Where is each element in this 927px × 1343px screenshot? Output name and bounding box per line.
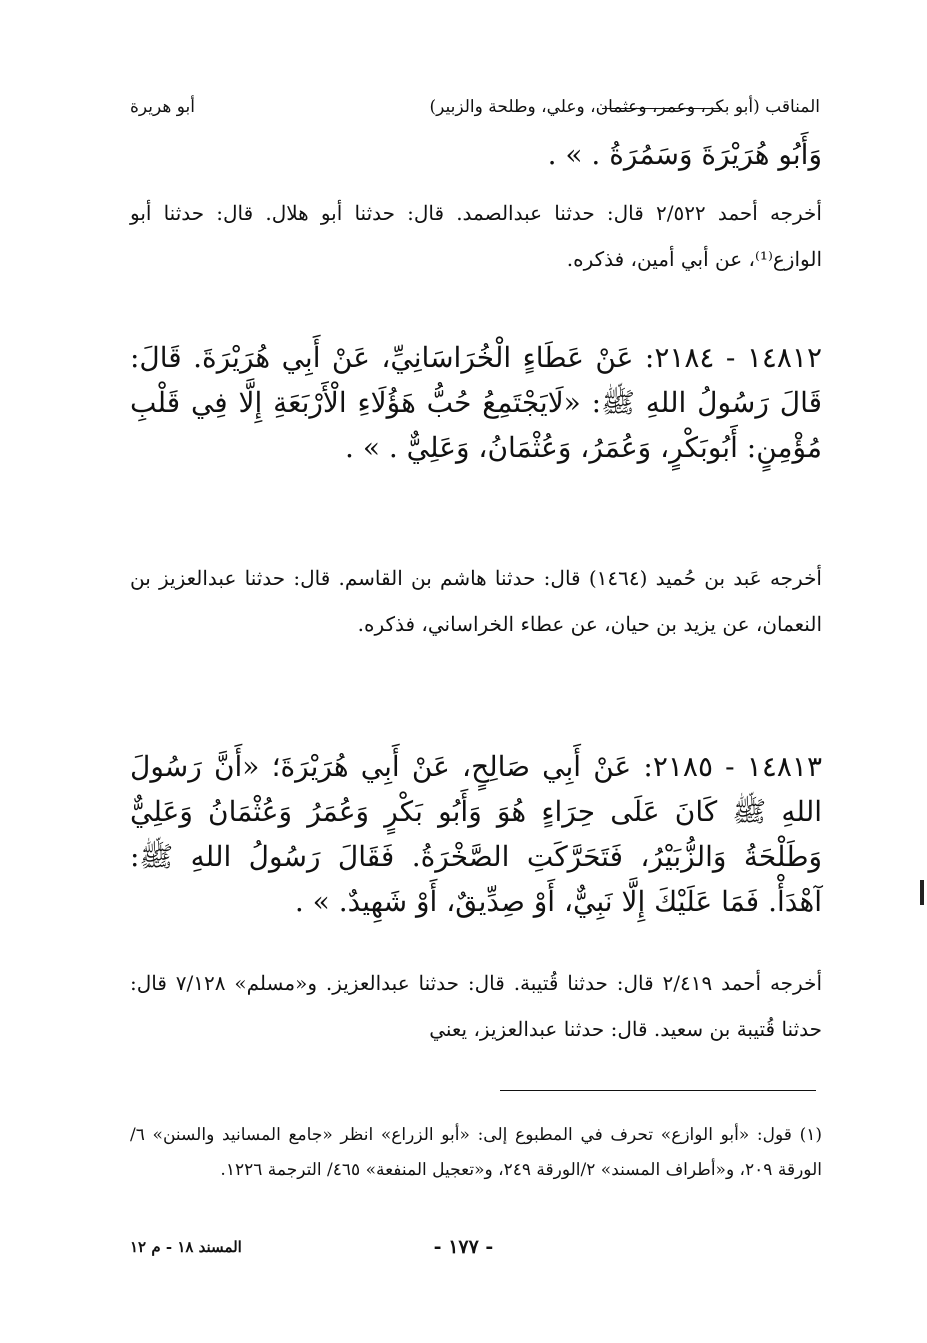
footnote-rule xyxy=(500,1090,816,1091)
topic-title: أبو هريرة xyxy=(130,97,196,117)
hadith-14813-text: ١٤٨١٣ - ٢١٨٥: عَنْ أَبِي صَالِحٍ، عَنْ أَبِي هُرَيْرَةَ؛ «أَنَّ رَسُولَ اللهِ ﷺ كَانَ عَلَى حِرَاءٍ هُوَ وَأَبُو بَكْرٍ وَعُمَرُ وَعُثْمَانُ وَعَلِيٌّ وَطَلْحَةُ وَالزُّبَيْرُ، فَتَحَرَّكَتِ الصَّخْرَةُ. فَقَالَ رَسُولُ اللهِ ﷺ: آهْدَأْ. فَمَا عَلَيْكَ إِلَّا نَبِيٌّ، أَوْ صِدِّيقٌ، أَوْ شَهِيدٌ. » . xyxy=(130,750,822,918)
running-header xyxy=(130,92,820,122)
footnote: (١) قول: «أبو الوازع» تحرف في المطبوع إلى: «أبو الزراع» انظر «جامع المسانيد والسنن» ٦/الورقة ٢٠٩، و«أطراف المسند» ٢/الورقة ٢٤٩، و«تعجيل المنفعة» ٤٦٥/ الترجمة ١٢٢٦. xyxy=(130,1125,822,1180)
scan-mark xyxy=(920,880,924,905)
section-title: المناقب (أبو بكر، وعمر، وعثمان، وعلي، وطلحة والزبير) xyxy=(429,97,820,117)
carryover-text: وَأَبُو هُرَيْرَةَ وَسَمُرَةُ . » . xyxy=(547,138,822,171)
printer-signature: المسند ١٨ - م ١٢ xyxy=(130,1238,242,1256)
carryover-source: أخرجه أحمد ٢/٥٢٢ قال: حدثنا عبدالصمد. قال: حدثنا أبو هلال. قال: حدثنا أبو الوازع⁽¹⁾، عن أبي أمين، فذكره. xyxy=(130,201,822,271)
hadith-14812-source: أخرجه عَبد بن حُميد (١٤٦٤) قال: حدثنا هاشم بن القاسم. قال: حدثنا عبدالعزيز بن النعمان، عن يزيد بن حيان، عن عطاء الخراساني، فذكره. xyxy=(130,566,822,636)
page-number: - ١٧٧ - xyxy=(433,1236,494,1258)
header-rule xyxy=(602,108,722,109)
hadith-14813-source: أخرجه أحمد ٢/٤١٩ قال: حدثنا قُتيبة. قال: حدثنا عبدالعزيز. و«مسلم» ٧/١٢٨ قال: حدثنا قُتيبة بن سعيد. قال: حدثنا عبدالعزيز، يعني xyxy=(130,971,823,1041)
hadith-14812-text: ١٤٨١٢ - ٢١٨٤: عَنْ عَطَاءٍ الْخُرَاسَانِيِّ، عَنْ أَبِي هُرَيْرَةَ. قَالَ: قَالَ رَسُولُ اللهِ ﷺ: «لَايَجْتَمِعُ حُبُّ هَؤُلَاءِ الْأَرْبَعَةِ إِلَّا فِي قَلْبِ مُؤْمِنٍ: أَبُوبَكْرٍ، وَعُمَرُ، وَعُثْمَانُ، وَعَلِيٌّ . » . xyxy=(130,341,823,464)
